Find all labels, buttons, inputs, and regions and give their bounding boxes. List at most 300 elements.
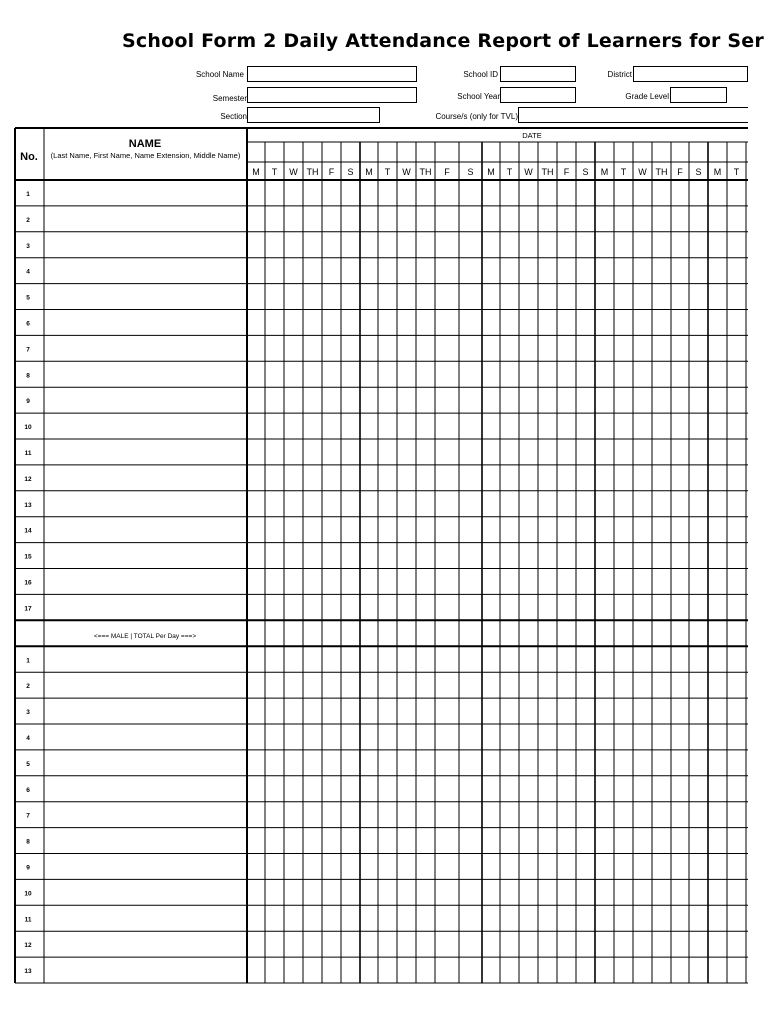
attendance-cell[interactable] — [482, 594, 500, 620]
attendance-cell[interactable] — [284, 491, 303, 517]
attendance-cell[interactable] — [247, 594, 265, 620]
attendance-cell[interactable] — [360, 698, 378, 724]
attendance-cell[interactable] — [746, 232, 748, 258]
attendance-cell[interactable] — [284, 724, 303, 750]
attendance-cell[interactable] — [416, 465, 435, 491]
attendance-cell[interactable] — [459, 594, 482, 620]
attendance-cell[interactable] — [265, 284, 284, 310]
attendance-cell[interactable] — [708, 905, 727, 931]
attendance-cell[interactable] — [284, 439, 303, 465]
attendance-cell[interactable] — [538, 776, 557, 802]
attendance-cell[interactable] — [303, 387, 322, 413]
attendance-cell[interactable] — [416, 776, 435, 802]
attendance-cell[interactable] — [671, 776, 689, 802]
attendance-cell[interactable] — [500, 646, 519, 672]
attendance-cell[interactable] — [360, 957, 378, 983]
attendance-cell[interactable] — [378, 646, 397, 672]
attendance-cell[interactable] — [284, 543, 303, 569]
attendance-cell[interactable] — [557, 724, 576, 750]
attendance-cell[interactable] — [247, 698, 265, 724]
attendance-cell[interactable] — [322, 698, 341, 724]
attendance-cell[interactable] — [708, 387, 727, 413]
learner-name-cell[interactable] — [44, 232, 247, 258]
attendance-cell[interactable] — [378, 698, 397, 724]
attendance-cell[interactable] — [459, 569, 482, 595]
attendance-cell[interactable] — [576, 543, 595, 569]
attendance-cell[interactable] — [341, 180, 360, 206]
attendance-cell[interactable] — [397, 569, 416, 595]
attendance-cell[interactable] — [322, 439, 341, 465]
attendance-cell[interactable] — [671, 517, 689, 543]
attendance-cell[interactable] — [416, 439, 435, 465]
attendance-cell[interactable] — [595, 258, 614, 284]
attendance-cell[interactable] — [633, 776, 652, 802]
attendance-cell[interactable] — [595, 387, 614, 413]
attendance-cell[interactable] — [633, 180, 652, 206]
attendance-cell[interactable] — [538, 180, 557, 206]
attendance-cell[interactable] — [689, 776, 708, 802]
attendance-cell[interactable] — [557, 335, 576, 361]
attendance-cell[interactable] — [557, 232, 576, 258]
attendance-cell[interactable] — [322, 232, 341, 258]
attendance-cell[interactable] — [614, 879, 633, 905]
attendance-cell[interactable] — [341, 310, 360, 336]
attendance-cell[interactable] — [459, 258, 482, 284]
attendance-cell[interactable] — [671, 284, 689, 310]
attendance-cell[interactable] — [614, 854, 633, 880]
attendance-cell[interactable] — [519, 465, 538, 491]
attendance-cell[interactable] — [519, 517, 538, 543]
attendance-cell[interactable] — [708, 335, 727, 361]
attendance-cell[interactable] — [538, 698, 557, 724]
attendance-cell[interactable] — [416, 957, 435, 983]
attendance-cell[interactable] — [671, 905, 689, 931]
attendance-cell[interactable] — [341, 465, 360, 491]
attendance-cell[interactable] — [519, 698, 538, 724]
attendance-cell[interactable] — [435, 258, 459, 284]
attendance-cell[interactable] — [652, 646, 671, 672]
attendance-cell[interactable] — [303, 828, 322, 854]
attendance-cell[interactable] — [727, 232, 746, 258]
attendance-cell[interactable] — [576, 180, 595, 206]
attendance-cell[interactable] — [557, 957, 576, 983]
attendance-cell[interactable] — [265, 879, 284, 905]
attendance-cell[interactable] — [633, 258, 652, 284]
attendance-cell[interactable] — [435, 465, 459, 491]
attendance-cell[interactable] — [265, 776, 284, 802]
attendance-cell[interactable] — [322, 413, 341, 439]
attendance-cell[interactable] — [416, 698, 435, 724]
attendance-cell[interactable] — [360, 594, 378, 620]
attendance-cell[interactable] — [322, 206, 341, 232]
attendance-cell[interactable] — [671, 335, 689, 361]
attendance-cell[interactable] — [341, 957, 360, 983]
attendance-cell[interactable] — [576, 491, 595, 517]
attendance-cell[interactable] — [614, 905, 633, 931]
attendance-cell[interactable] — [671, 724, 689, 750]
attendance-cell[interactable] — [538, 206, 557, 232]
attendance-cell[interactable] — [576, 776, 595, 802]
attendance-cell[interactable] — [614, 698, 633, 724]
attendance-cell[interactable] — [652, 465, 671, 491]
attendance-cell[interactable] — [727, 335, 746, 361]
attendance-cell[interactable] — [459, 310, 482, 336]
attendance-cell[interactable] — [482, 569, 500, 595]
attendance-cell[interactable] — [746, 569, 748, 595]
attendance-cell[interactable] — [360, 931, 378, 957]
attendance-cell[interactable] — [557, 750, 576, 776]
attendance-cell[interactable] — [397, 854, 416, 880]
attendance-cell[interactable] — [519, 206, 538, 232]
attendance-cell[interactable] — [265, 465, 284, 491]
attendance-cell[interactable] — [247, 854, 265, 880]
attendance-cell[interactable] — [633, 957, 652, 983]
attendance-cell[interactable] — [397, 931, 416, 957]
attendance-cell[interactable] — [265, 517, 284, 543]
attendance-cell[interactable] — [595, 646, 614, 672]
attendance-cell[interactable] — [360, 387, 378, 413]
attendance-cell[interactable] — [416, 361, 435, 387]
attendance-cell[interactable] — [303, 854, 322, 880]
attendance-cell[interactable] — [378, 258, 397, 284]
attendance-cell[interactable] — [595, 879, 614, 905]
attendance-cell[interactable] — [322, 569, 341, 595]
attendance-cell[interactable] — [633, 543, 652, 569]
attendance-cell[interactable] — [614, 776, 633, 802]
attendance-cell[interactable] — [519, 387, 538, 413]
attendance-cell[interactable] — [727, 543, 746, 569]
attendance-cell[interactable] — [538, 335, 557, 361]
attendance-cell[interactable] — [708, 828, 727, 854]
attendance-cell[interactable] — [435, 335, 459, 361]
attendance-cell[interactable] — [416, 335, 435, 361]
attendance-cell[interactable] — [416, 828, 435, 854]
attendance-cell[interactable] — [633, 905, 652, 931]
attendance-cell[interactable] — [360, 802, 378, 828]
attendance-cell[interactable] — [727, 594, 746, 620]
attendance-cell[interactable] — [341, 491, 360, 517]
attendance-cell[interactable] — [247, 387, 265, 413]
attendance-cell[interactable] — [746, 698, 748, 724]
attendance-cell[interactable] — [500, 310, 519, 336]
attendance-cell[interactable] — [708, 957, 727, 983]
attendance-cell[interactable] — [689, 802, 708, 828]
attendance-cell[interactable] — [247, 957, 265, 983]
attendance-cell[interactable] — [652, 879, 671, 905]
attendance-cell[interactable] — [633, 724, 652, 750]
attendance-cell[interactable] — [671, 543, 689, 569]
attendance-cell[interactable] — [671, 698, 689, 724]
attendance-cell[interactable] — [303, 698, 322, 724]
attendance-cell[interactable] — [322, 258, 341, 284]
attendance-cell[interactable] — [482, 828, 500, 854]
attendance-cell[interactable] — [397, 646, 416, 672]
attendance-cell[interactable] — [435, 776, 459, 802]
attendance-cell[interactable] — [746, 802, 748, 828]
attendance-cell[interactable] — [519, 802, 538, 828]
attendance-cell[interactable] — [284, 284, 303, 310]
attendance-cell[interactable] — [378, 879, 397, 905]
attendance-cell[interactable] — [341, 594, 360, 620]
attendance-cell[interactable] — [500, 258, 519, 284]
attendance-cell[interactable] — [284, 310, 303, 336]
attendance-cell[interactable] — [322, 931, 341, 957]
learner-name-cell[interactable] — [44, 491, 247, 517]
attendance-cell[interactable] — [459, 491, 482, 517]
attendance-cell[interactable] — [576, 413, 595, 439]
attendance-cell[interactable] — [746, 517, 748, 543]
attendance-cell[interactable] — [538, 957, 557, 983]
attendance-cell[interactable] — [614, 931, 633, 957]
attendance-cell[interactable] — [284, 854, 303, 880]
attendance-cell[interactable] — [614, 206, 633, 232]
attendance-cell[interactable] — [397, 258, 416, 284]
attendance-cell[interactable] — [416, 931, 435, 957]
attendance-cell[interactable] — [303, 180, 322, 206]
attendance-cell[interactable] — [284, 594, 303, 620]
attendance-cell[interactable] — [727, 828, 746, 854]
attendance-cell[interactable] — [416, 387, 435, 413]
attendance-cell[interactable] — [247, 284, 265, 310]
attendance-cell[interactable] — [303, 594, 322, 620]
attendance-cell[interactable] — [322, 854, 341, 880]
attendance-cell[interactable] — [284, 413, 303, 439]
attendance-cell[interactable] — [595, 310, 614, 336]
attendance-cell[interactable] — [265, 905, 284, 931]
attendance-cell[interactable] — [397, 491, 416, 517]
attendance-cell[interactable] — [614, 310, 633, 336]
attendance-cell[interactable] — [459, 180, 482, 206]
attendance-cell[interactable] — [360, 543, 378, 569]
attendance-cell[interactable] — [708, 672, 727, 698]
attendance-cell[interactable] — [482, 206, 500, 232]
attendance-cell[interactable] — [416, 646, 435, 672]
attendance-cell[interactable] — [303, 258, 322, 284]
learner-name-cell[interactable] — [44, 439, 247, 465]
attendance-cell[interactable] — [378, 854, 397, 880]
attendance-cell[interactable] — [500, 517, 519, 543]
attendance-cell[interactable] — [341, 517, 360, 543]
attendance-cell[interactable] — [360, 465, 378, 491]
attendance-cell[interactable] — [519, 905, 538, 931]
attendance-cell[interactable] — [397, 439, 416, 465]
attendance-cell[interactable] — [247, 543, 265, 569]
attendance-cell[interactable] — [459, 957, 482, 983]
attendance-cell[interactable] — [538, 387, 557, 413]
attendance-cell[interactable] — [689, 361, 708, 387]
learner-name-cell[interactable] — [44, 206, 247, 232]
attendance-cell[interactable] — [671, 854, 689, 880]
attendance-cell[interactable] — [284, 258, 303, 284]
attendance-cell[interactable] — [746, 413, 748, 439]
attendance-cell[interactable] — [341, 698, 360, 724]
attendance-cell[interactable] — [614, 672, 633, 698]
attendance-cell[interactable] — [727, 284, 746, 310]
attendance-cell[interactable] — [652, 413, 671, 439]
attendance-cell[interactable] — [500, 931, 519, 957]
attendance-cell[interactable] — [265, 698, 284, 724]
attendance-cell[interactable] — [689, 854, 708, 880]
attendance-cell[interactable] — [303, 284, 322, 310]
attendance-cell[interactable] — [341, 284, 360, 310]
attendance-cell[interactable] — [435, 413, 459, 439]
attendance-cell[interactable] — [360, 439, 378, 465]
attendance-cell[interactable] — [576, 387, 595, 413]
attendance-cell[interactable] — [247, 569, 265, 595]
attendance-cell[interactable] — [265, 413, 284, 439]
attendance-cell[interactable] — [614, 465, 633, 491]
attendance-cell[interactable] — [727, 517, 746, 543]
attendance-cell[interactable] — [689, 387, 708, 413]
attendance-cell[interactable] — [614, 439, 633, 465]
attendance-cell[interactable] — [265, 750, 284, 776]
attendance-cell[interactable] — [746, 180, 748, 206]
attendance-cell[interactable] — [614, 413, 633, 439]
attendance-cell[interactable] — [557, 258, 576, 284]
attendance-cell[interactable] — [482, 284, 500, 310]
attendance-cell[interactable] — [746, 491, 748, 517]
attendance-cell[interactable] — [416, 672, 435, 698]
attendance-cell[interactable] — [284, 569, 303, 595]
attendance-cell[interactable] — [557, 206, 576, 232]
attendance-cell[interactable] — [500, 828, 519, 854]
attendance-cell[interactable] — [519, 879, 538, 905]
attendance-cell[interactable] — [322, 310, 341, 336]
attendance-cell[interactable] — [500, 724, 519, 750]
attendance-cell[interactable] — [633, 517, 652, 543]
attendance-cell[interactable] — [595, 465, 614, 491]
attendance-cell[interactable] — [708, 284, 727, 310]
attendance-cell[interactable] — [652, 802, 671, 828]
attendance-cell[interactable] — [689, 569, 708, 595]
attendance-cell[interactable] — [500, 335, 519, 361]
attendance-cell[interactable] — [303, 491, 322, 517]
attendance-cell[interactable] — [284, 465, 303, 491]
learner-name-cell[interactable] — [44, 310, 247, 336]
attendance-cell[interactable] — [416, 413, 435, 439]
attendance-cell[interactable] — [397, 594, 416, 620]
attendance-cell[interactable] — [247, 879, 265, 905]
attendance-cell[interactable] — [652, 180, 671, 206]
attendance-cell[interactable] — [341, 802, 360, 828]
attendance-cell[interactable] — [614, 646, 633, 672]
attendance-cell[interactable] — [341, 335, 360, 361]
attendance-cell[interactable] — [435, 543, 459, 569]
attendance-cell[interactable] — [727, 750, 746, 776]
attendance-cell[interactable] — [671, 310, 689, 336]
attendance-cell[interactable] — [519, 931, 538, 957]
attendance-cell[interactable] — [576, 905, 595, 931]
attendance-cell[interactable] — [727, 310, 746, 336]
attendance-cell[interactable] — [247, 206, 265, 232]
attendance-cell[interactable] — [557, 828, 576, 854]
attendance-cell[interactable] — [341, 439, 360, 465]
attendance-cell[interactable] — [378, 724, 397, 750]
attendance-cell[interactable] — [519, 180, 538, 206]
attendance-cell[interactable] — [519, 957, 538, 983]
attendance-cell[interactable] — [671, 258, 689, 284]
attendance-cell[interactable] — [247, 413, 265, 439]
attendance-cell[interactable] — [265, 232, 284, 258]
attendance-cell[interactable] — [576, 828, 595, 854]
attendance-cell[interactable] — [538, 879, 557, 905]
attendance-cell[interactable] — [746, 646, 748, 672]
attendance-cell[interactable] — [360, 413, 378, 439]
attendance-cell[interactable] — [341, 776, 360, 802]
attendance-cell[interactable] — [303, 232, 322, 258]
attendance-cell[interactable] — [727, 931, 746, 957]
attendance-cell[interactable] — [459, 905, 482, 931]
attendance-cell[interactable] — [341, 387, 360, 413]
attendance-cell[interactable] — [378, 957, 397, 983]
attendance-cell[interactable] — [247, 828, 265, 854]
attendance-cell[interactable] — [397, 776, 416, 802]
attendance-cell[interactable] — [378, 931, 397, 957]
attendance-cell[interactable] — [482, 724, 500, 750]
attendance-cell[interactable] — [652, 206, 671, 232]
attendance-cell[interactable] — [519, 776, 538, 802]
attendance-cell[interactable] — [482, 750, 500, 776]
attendance-cell[interactable] — [482, 698, 500, 724]
attendance-cell[interactable] — [652, 361, 671, 387]
attendance-cell[interactable] — [265, 439, 284, 465]
attendance-cell[interactable] — [265, 594, 284, 620]
attendance-cell[interactable] — [708, 465, 727, 491]
attendance-cell[interactable] — [500, 465, 519, 491]
attendance-cell[interactable] — [341, 724, 360, 750]
attendance-cell[interactable] — [303, 543, 322, 569]
attendance-cell[interactable] — [633, 672, 652, 698]
attendance-cell[interactable] — [727, 957, 746, 983]
attendance-cell[interactable] — [360, 180, 378, 206]
attendance-cell[interactable] — [378, 310, 397, 336]
attendance-cell[interactable] — [652, 543, 671, 569]
attendance-cell[interactable] — [689, 335, 708, 361]
attendance-cell[interactable] — [671, 465, 689, 491]
attendance-cell[interactable] — [671, 361, 689, 387]
attendance-cell[interactable] — [284, 776, 303, 802]
attendance-cell[interactable] — [671, 957, 689, 983]
attendance-cell[interactable] — [746, 543, 748, 569]
attendance-cell[interactable] — [727, 698, 746, 724]
attendance-cell[interactable] — [500, 905, 519, 931]
attendance-cell[interactable] — [482, 543, 500, 569]
learner-name-cell[interactable] — [44, 361, 247, 387]
attendance-cell[interactable] — [633, 335, 652, 361]
attendance-cell[interactable] — [689, 594, 708, 620]
attendance-cell[interactable] — [265, 491, 284, 517]
attendance-cell[interactable] — [727, 724, 746, 750]
attendance-cell[interactable] — [397, 465, 416, 491]
learner-name-cell[interactable] — [44, 180, 247, 206]
attendance-cell[interactable] — [397, 232, 416, 258]
attendance-cell[interactable] — [671, 750, 689, 776]
attendance-cell[interactable] — [708, 750, 727, 776]
attendance-cell[interactable] — [459, 232, 482, 258]
attendance-cell[interactable] — [500, 776, 519, 802]
attendance-cell[interactable] — [482, 258, 500, 284]
attendance-cell[interactable] — [247, 310, 265, 336]
attendance-cell[interactable] — [378, 335, 397, 361]
attendance-cell[interactable] — [519, 750, 538, 776]
attendance-cell[interactable] — [500, 750, 519, 776]
attendance-cell[interactable] — [595, 180, 614, 206]
attendance-cell[interactable] — [708, 491, 727, 517]
attendance-cell[interactable] — [557, 491, 576, 517]
attendance-cell[interactable] — [557, 439, 576, 465]
attendance-cell[interactable] — [595, 905, 614, 931]
attendance-cell[interactable] — [727, 672, 746, 698]
